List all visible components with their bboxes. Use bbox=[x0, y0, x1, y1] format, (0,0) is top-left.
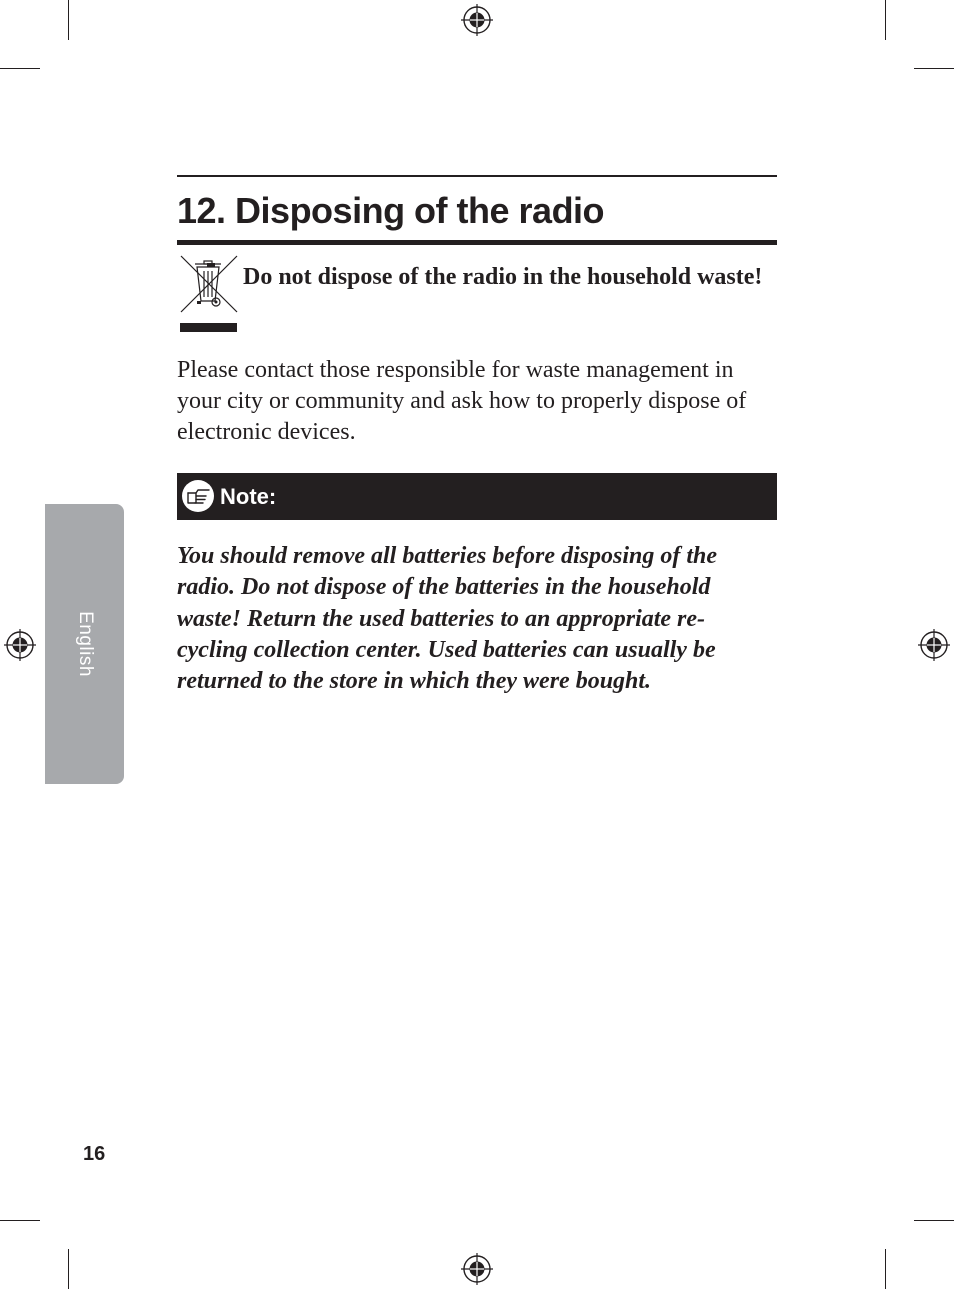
disposal-warning: Do not dispose of the radio in the household waste! bbox=[243, 264, 763, 290]
crop-mark bbox=[68, 0, 69, 40]
heading-rule-top bbox=[177, 175, 777, 177]
crop-mark bbox=[68, 1249, 69, 1289]
language-tab-label: English bbox=[74, 611, 96, 677]
crop-mark bbox=[885, 1249, 886, 1289]
crossed-out-wheelie-bin-icon bbox=[180, 255, 238, 335]
disposal-instructions: Please contact those responsible for waste management in your city or community and ask how to properly dispose of electronic devices. bbox=[177, 357, 747, 445]
note-text: You should remove all batteries before disposing of the radio. Do not dispose of the batteries in the household waste! Return the used batteries to an appropriate re-cycling collection center. Used batteries can usually be returned to the store in which they were bought. bbox=[177, 543, 717, 695]
crop-mark bbox=[914, 68, 954, 69]
heading-rule-bottom bbox=[177, 240, 777, 245]
language-tab bbox=[45, 504, 124, 784]
registration-mark-icon bbox=[917, 628, 951, 662]
crop-mark bbox=[0, 68, 40, 69]
registration-mark-icon bbox=[3, 628, 37, 662]
crop-mark bbox=[885, 0, 886, 40]
note-label: Note: bbox=[220, 484, 277, 509]
page-number: 16 bbox=[83, 1143, 106, 1165]
registration-mark-icon bbox=[460, 1252, 494, 1286]
crop-mark bbox=[0, 1220, 40, 1221]
note-header bbox=[177, 473, 777, 520]
section-title: 12. Disposing of the radio bbox=[177, 190, 605, 231]
crop-mark bbox=[914, 1220, 954, 1221]
registration-mark-icon bbox=[460, 3, 494, 37]
pointing-hand-icon bbox=[181, 479, 215, 513]
